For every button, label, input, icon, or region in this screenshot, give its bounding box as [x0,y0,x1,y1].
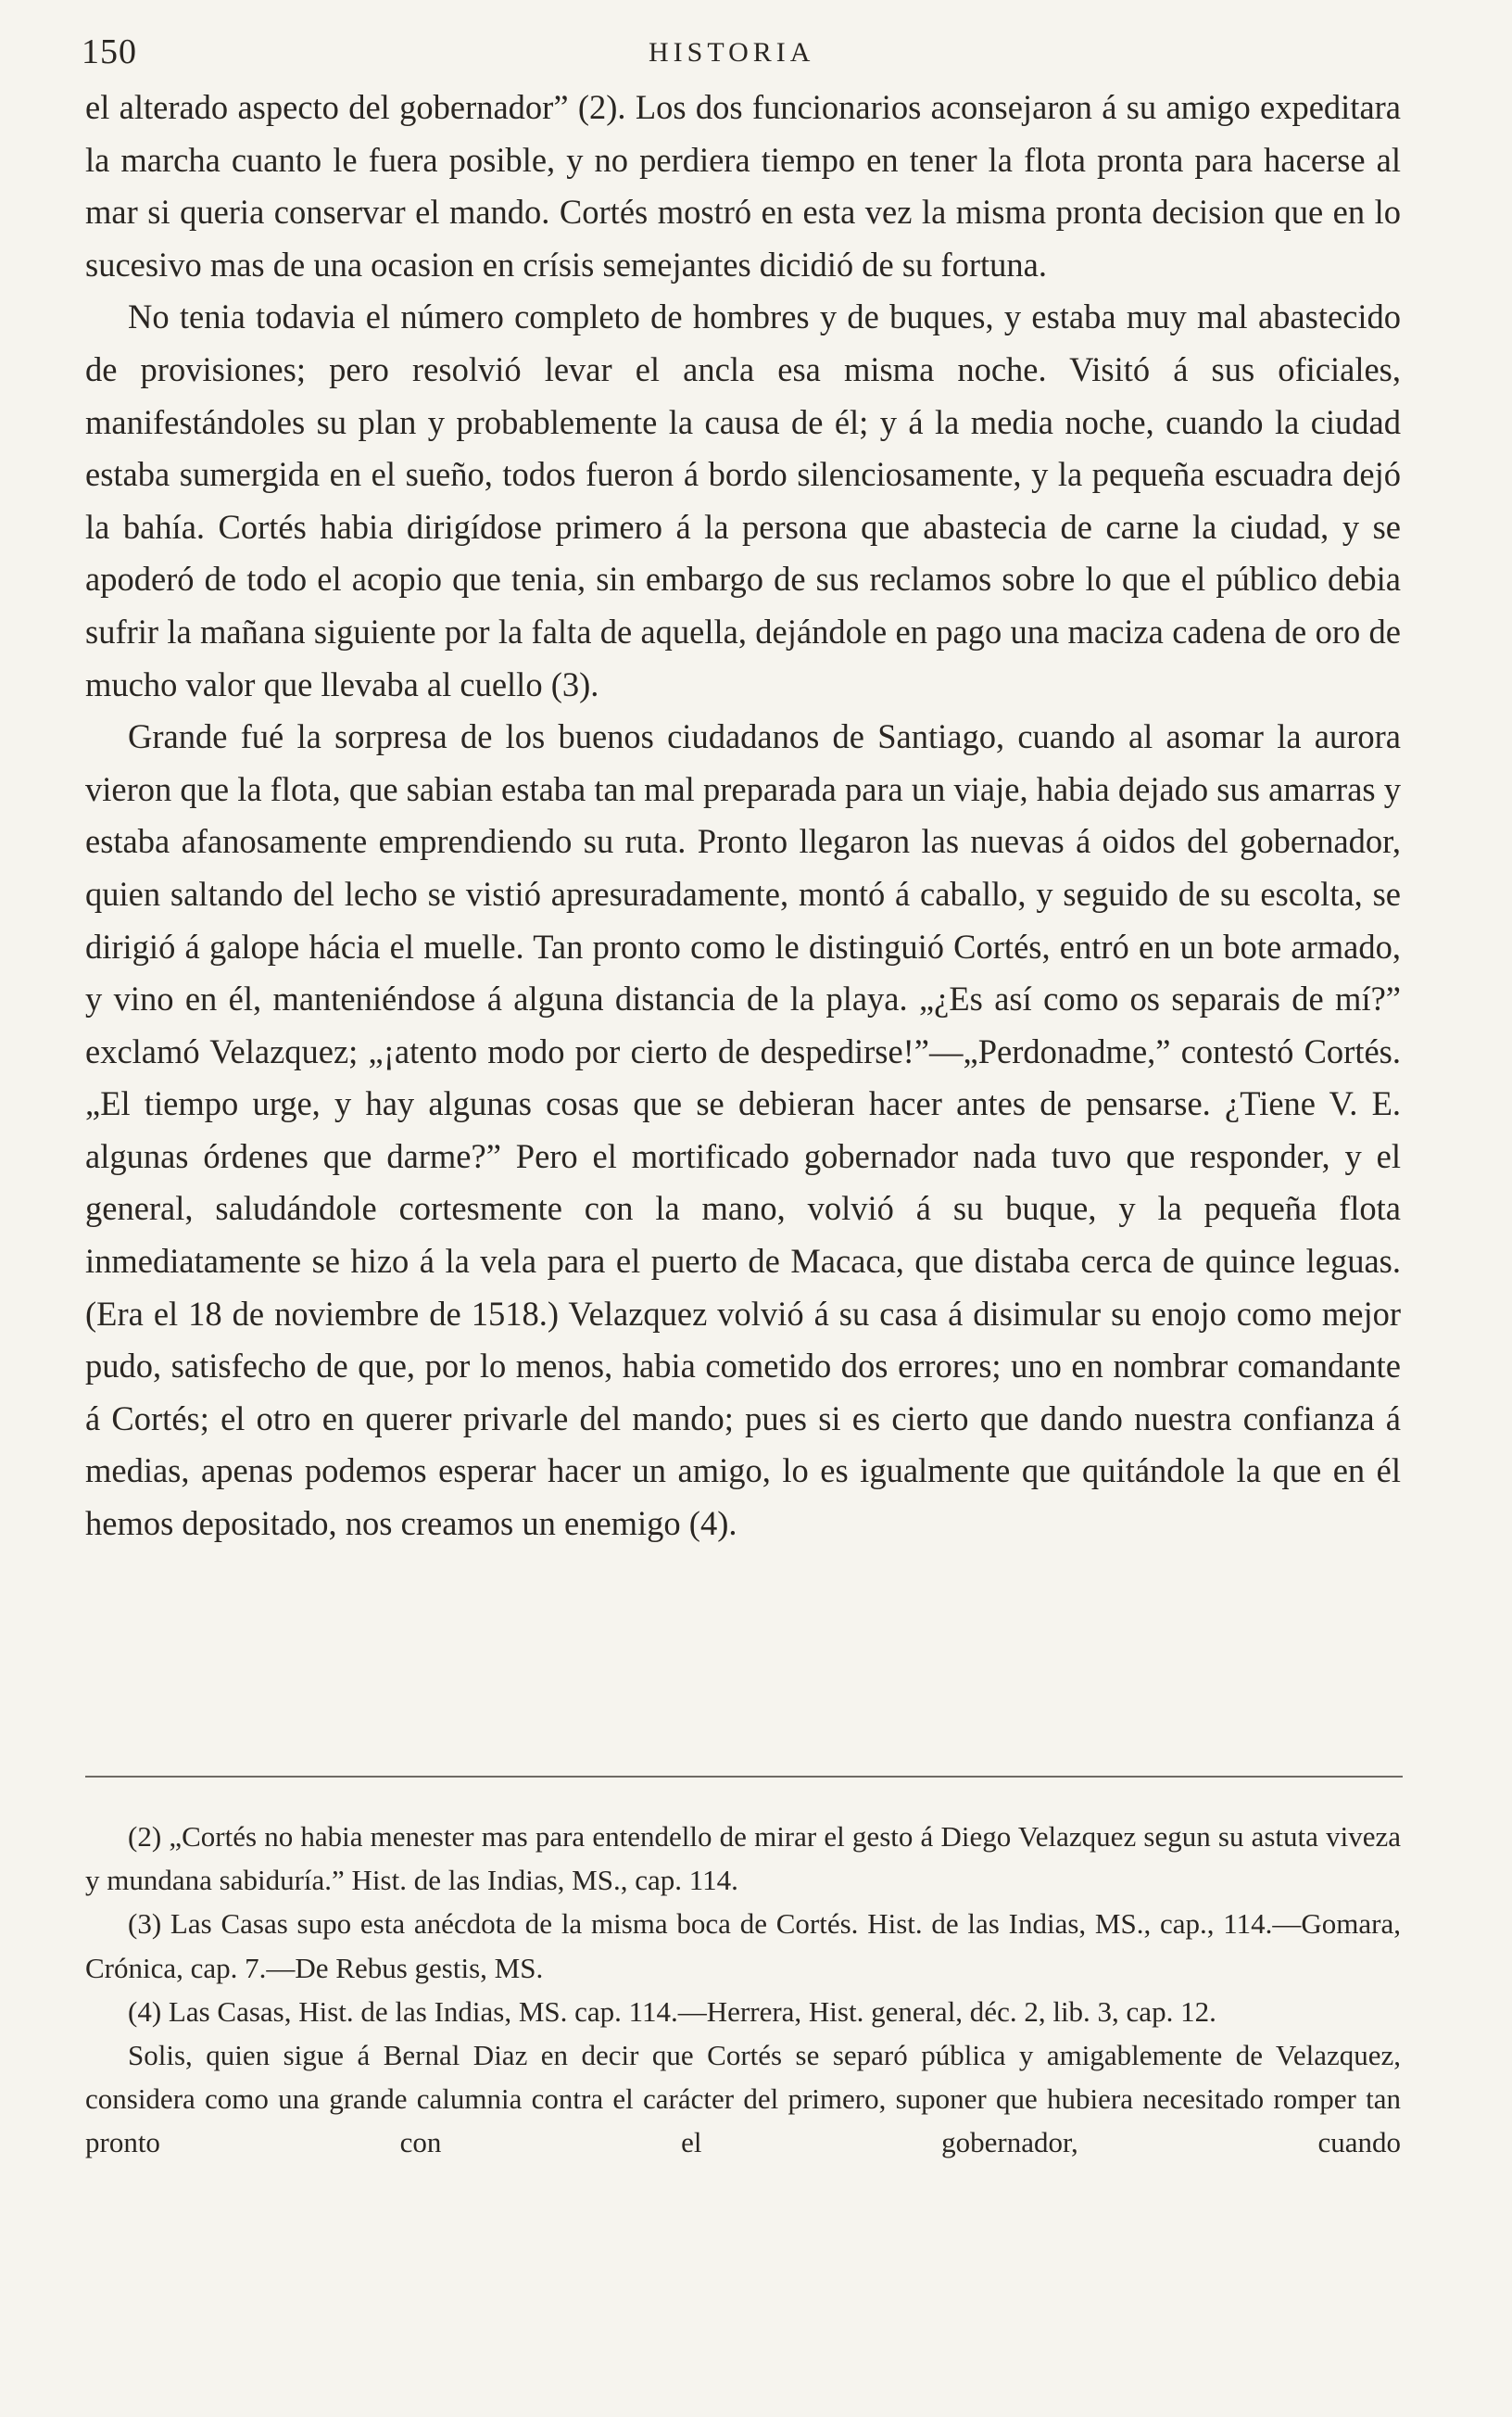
page-number: 150 [82,32,137,71]
footnote: Solis, quien sigue á Bernal Diaz en decir que Cortés se separó pública y amigablemente de Velazquez, considera como una grande calumnia contra el carácter del primero, suponer que hubiera necesitado romper tan pronto con el gobernador, cuando [85,2039,1401,2159]
footnote: (3) Las Casas supo esta anécdota de la misma boca de Cortés. Hist. de las Indias, MS., cap., 114.—Gomara, Crónica, cap. 7.—De Rebus gestis, MS. [85,1907,1401,1984]
footnote: (2) „Cortés no habia menester mas para entendello de mirar el gesto á Diego Velazquez segun su astuta viveza y mundana sabiduría.” Hist. de las Indias, MS., cap. 114. [85,1820,1401,1897]
page-header [82,26,1397,82]
footnotes [85,1815,1401,2165]
body-text [85,82,1401,1550]
paragraph: Grande fué la sorpresa de los buenos ciudadanos de Santiago, cuando al asomar la aurora vieron que la flota, que sabian estaba tan mal preparada para un viaje, habia dejado sus amarras y estaba afanosamente emprendiendo su ruta. Pronto llegaron las nuevas á oidos del gobernador, quien saltando del lecho se vistió apresuradamente, montó á caballo, y seguido de su escolta, se dirigió á galope hácia el muelle. Tan pronto como le distinguió Cortés, entró en un bote armado, y vino en él, manteniéndose á alguna distancia de la playa. „¿Es así como os separais de mí?” exclamó Velazquez; „¡atento modo por cierto de despedirse!”—„Perdonadme,” contestó Cortés. „El tiempo urge, y hay algunas cosas que se debieran hacer antes de pensarse. ¿Tiene V. E. algunas órdenes que darme?” Pero el mortificado gobernador nada tuvo que responder, y el general, saludándole cortesmente con la mano, volvió á su buque, y la pequeña flota inmediatamente se hizo á la vela para el puerto de Macaca, que distaba cerca de quince leguas. (Era el 18 de noviembre de 1518.) Velazquez volvió á su casa á disimular su enojo como mejor pudo, satisfecho de que, por lo menos, habia cometido dos errores; uno en nombrar comandante á Cortés; el otro en querer privarle del mando; pues si es cierto que dando nuestra confianza á medias, apenas podemos esperar hacer un amigo, lo es igualmente que quitándole la que en él hemos depositado, nos creamos un enemigo (4). [85,717,1401,1543]
paragraph: el alterado aspecto del gobernador” (2). Los dos funcionarios aconsejaron á su amigo expeditara la marcha cuanto le fuera posible, y no perdiera tiempo en tener la flota pronta para hacerse al mar si queria conservar el mando. Cortés mostró en esta vez la misma pronta decision que en lo sucesivo mas de una ocasion en crísis semejantes dicidió de su fortuna. [85,88,1401,284]
paragraph: No tenia todavia el número completo de hombres y de buques, y estaba muy mal abastecido de provisiones; pero resolvió levar el ancla esa misma noche. Visitó á sus oficiales, manifestándoles su plan y probablemente la causa de él; y á la media noche, cuando la ciudad estaba sumergida en el sueño, todos fueron á bordo silenciosamente, y la pequeña escuadra dejó la bahía. Cortés habia dirigídose primero á la persona que abastecia de carne la ciudad, y se apoderó de todo el acopio que tenia, sin embargo de sus reclamos sobre lo que el público debia sufrir la mañana siguiente por la falta de aquella, dejándole en pago una maciza cadena de oro de mucho valor que llevaba al cuello (3). [85,297,1401,703]
footnote-divider [85,1776,1403,1778]
running-head: HISTORIA [649,37,815,68]
footnote: (4) Las Casas, Hist. de las Indias, MS. cap. 114.—Herrera, Hist. general, déc. 2, lib. 3, cap. 12. [128,1994,1216,2028]
